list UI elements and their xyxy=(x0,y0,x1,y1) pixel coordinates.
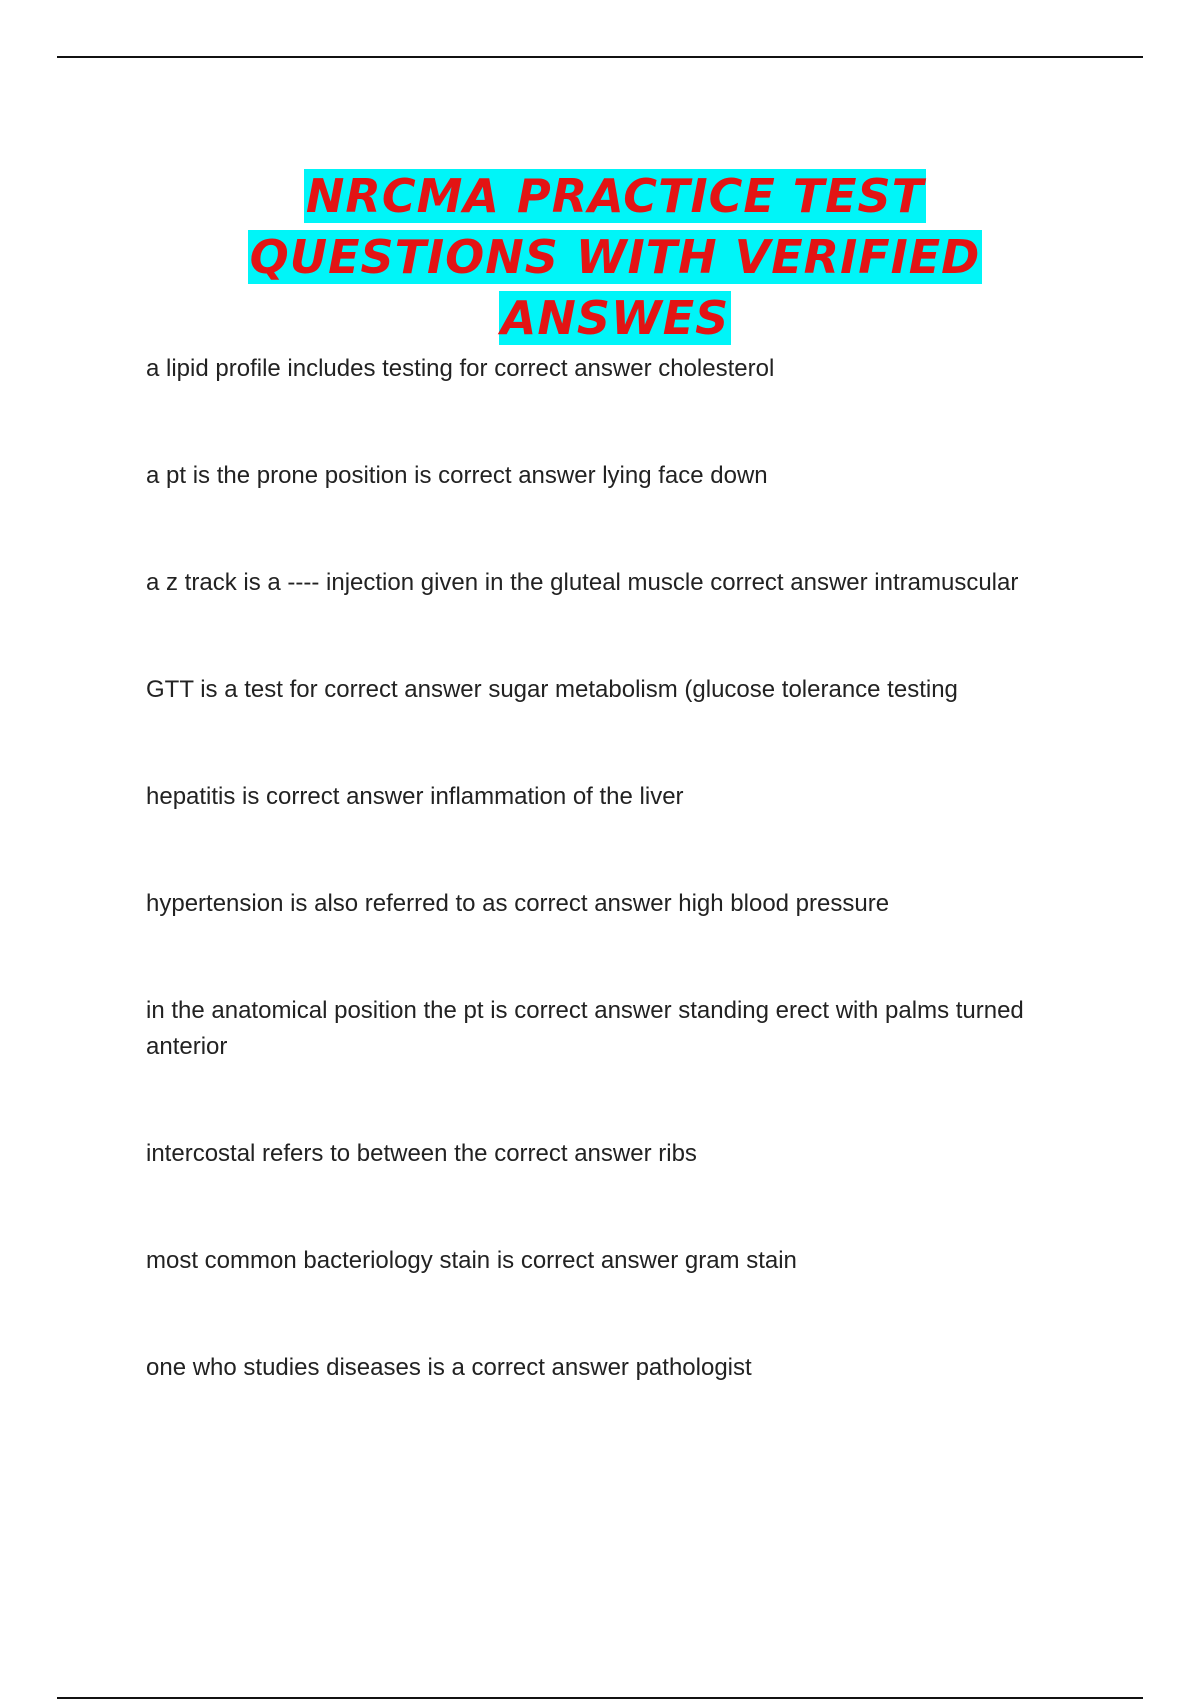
qa-item-7: in the anatomical position the pt is correct answer standing erect with palms turned anterior xyxy=(146,997,1024,1060)
qa-item-5: hepatitis is correct answer inflammation of the liver xyxy=(146,783,684,810)
top-rule xyxy=(57,56,1143,58)
qa-item-1: a lipid profile includes testing for correct answer cholesterol xyxy=(146,355,775,382)
document-title xyxy=(140,166,1090,349)
qa-item-3: a z track is a ---- injection given in the gluteal muscle correct answer intramuscular xyxy=(146,569,1019,596)
title-line-3: ANSWES xyxy=(500,291,730,345)
qa-item-9: most common bacteriology stain is correct answer gram stain xyxy=(146,1247,797,1274)
qa-item-4: GTT is a test for correct answer sugar metabolism (glucose tolerance testing xyxy=(146,676,958,703)
qa-item-2: a pt is the prone position is correct answer lying face down xyxy=(146,462,768,489)
bottom-rule xyxy=(57,1697,1143,1699)
title-line-2: QUESTIONS WITH VERIFIED xyxy=(249,230,981,284)
qa-item-6: hypertension is also referred to as correct answer high blood pressure xyxy=(146,890,890,917)
qa-item-10: one who studies diseases is a correct answer pathologist xyxy=(146,1354,752,1381)
qa-item-8: intercostal refers to between the correct answer ribs xyxy=(146,1140,697,1167)
title-line-1: NRCMA PRACTICE TEST xyxy=(305,169,925,223)
